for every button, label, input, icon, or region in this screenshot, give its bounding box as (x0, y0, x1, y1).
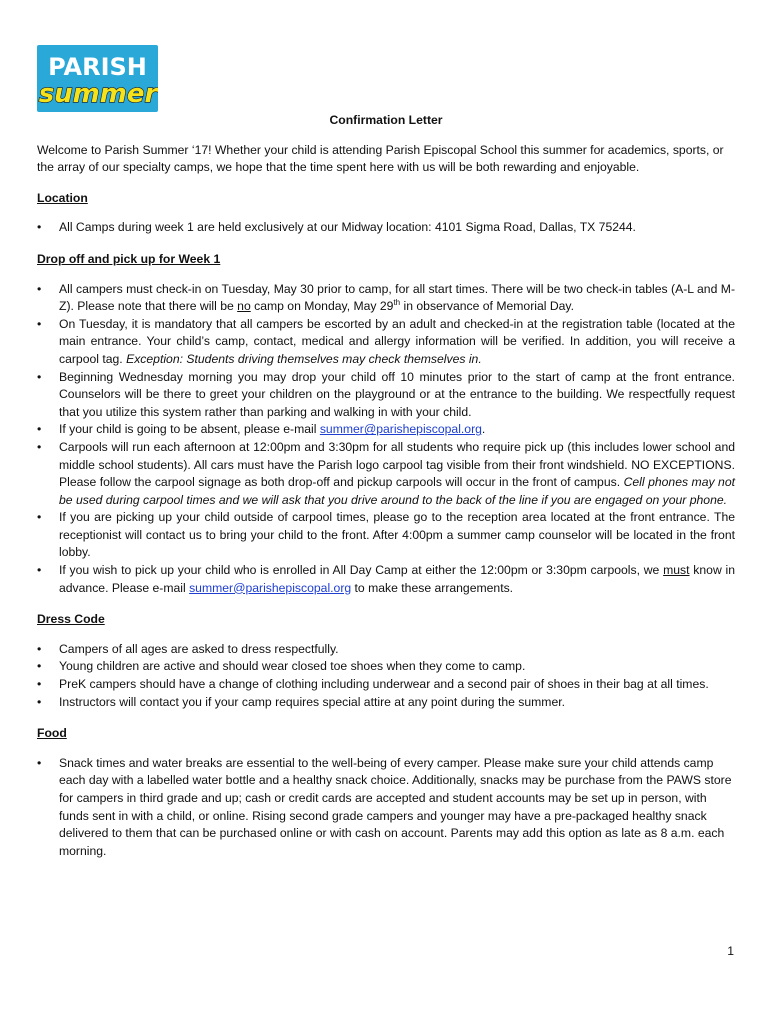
list-item: • All campers must check-in on Tuesday, May 30 prior to camp, for all start times. There will be two check-in tables (A-L and M-Z). Please note that there will be no camp on Monday, May 29th in observance of Memorial Day. (37, 281, 735, 316)
list-item: • If you are picking up your child outside of carpool times, please go to the reception area located at the front entrance. The receptionist will contact us to bring your child to the front. After 4:00pm a summer camp counselor will be located in the front lobby. (37, 509, 735, 562)
location-list (37, 219, 735, 237)
food-list (37, 755, 735, 861)
list-item: • Campers of all ages are asked to dress respectfully. (37, 641, 735, 659)
list-item: • If your child is going to be absent, please e-mail summer@parishepiscopal.org. (37, 421, 735, 439)
list-item: • On Tuesday, it is mandatory that all campers be escorted by an adult and checked-in at the registration table (located at the main entrance. Your child’s camp, contact, medical and allergy information will be verified. In addition, you will receive a carpool tag. Exception: Students driving themselves may check themselves in. (37, 316, 735, 369)
logo-text-parish: PARISH (48, 53, 147, 81)
list-item: • All Camps during week 1 are held exclusively at our Midway location: 4101 Sigma Road, Dallas, TX 75244. (37, 219, 735, 237)
list-item: • If you wish to pick up your child who is enrolled in All Day Camp at either the 12:00pm or 3:30pm carpools, we must know in advance. Please e-mail summer@parishepiscopal.org to make these arrangements. (37, 562, 735, 597)
email-link[interactable]: summer@parishepiscopal.org (189, 580, 352, 595)
logo-text-summer: summer (38, 79, 158, 109)
emphasis-must: must (663, 563, 690, 578)
page-number: 1 (727, 944, 734, 958)
food-heading: Food (37, 726, 67, 741)
page-title: Confirmation Letter (329, 113, 443, 127)
list-item: • Beginning Wednesday morning you may drop your child off 10 minutes prior to the start of camp at the front entrance. Counselors will be there to greet your children on the playground or at the entrance to the building. We respectfully request that you utilize this system rather than parking and walking in with your child. (37, 369, 735, 422)
list-item: • Snack times and water breaks are essential to the well-being of every camper. Please make sure your child attends camp each day with a labelled water bottle and a healthy snack choice. Additionally, snacks may be purchase from the PAWS store for campers in third grade and up; cash or credit cards are accepted and student accounts may be set up in person, with funds sent in with a child, or online. Rising second grade campers and younger may have a pre-packaged healthy snack delivered to them that can be purchased online or with cash on account. Parents may add this option as late as 8 a.m. each morning. (37, 755, 735, 861)
intro-paragraph: Welcome to Parish Summer ‘17! Whether your child is attending Parish Episcopal School this summer for academics, sports, or the array of our specialty camps, we hope that the time spent here with us will be both rewarding and enjoyable. (37, 142, 724, 175)
list-item: • Carpools will run each afternoon at 12:00pm and 3:30pm for all students who require pick up (this includes lower school and middle school students). All cars must have the Parish logo carpool tag visible from their front windshield. NO EXCEPTIONS. Please follow the carpool signage as both drop-off and pickup carpools will occur in the front of campus. Cell phones may not be used during carpool times and we will ask that you drive around to the back of the line if you are engaged on your phone. (37, 439, 735, 509)
dresscode-list (37, 641, 735, 711)
email-link[interactable]: summer@parishepiscopal.org (319, 422, 482, 437)
letter-body (37, 112, 735, 874)
location-heading: Location (37, 190, 88, 205)
logo-graphic (37, 45, 158, 112)
list-item: • PreK campers should have a change of clothing including underwear and a second pair of shoes in their bag at all times. (37, 676, 735, 694)
list-item: • Young children are active and should wear closed toe shoes when they come to camp. (37, 658, 735, 676)
list-item: • Instructors will contact you if your camp requires special attire at any point during the summer. (37, 694, 735, 712)
dresscode-heading: Dress Code (37, 612, 105, 627)
emphasis-no: no (237, 299, 251, 314)
dropoff-list (37, 281, 735, 598)
parish-summer-logo (37, 45, 158, 112)
dropoff-heading: Drop off and pick up for Week 1 (37, 251, 221, 266)
